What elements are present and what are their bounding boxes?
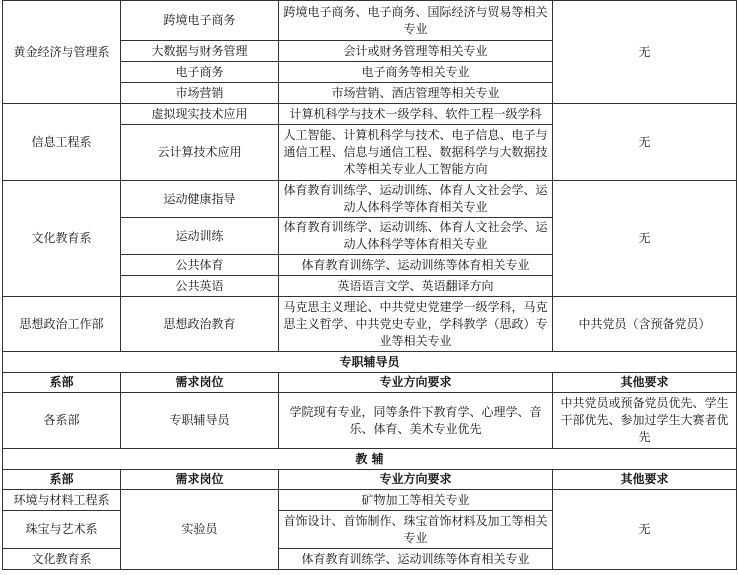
column-header: 需求岗位 bbox=[121, 373, 279, 393]
other-cell: 无 bbox=[553, 181, 737, 297]
post-cell: 大数据与财务管理 bbox=[121, 41, 279, 62]
dept-cell: 各系部 bbox=[3, 393, 121, 449]
column-header: 系部 bbox=[3, 470, 121, 490]
major-cell: 首饰设计、首饰制作、珠宝首饰材料及加工等相关专业 bbox=[279, 511, 553, 549]
major-cell: 体育教育训练学、运动训练、体育人文社会学、运动人体科学等体育相关专业 bbox=[279, 181, 553, 218]
dept-cell: 环境与材料工程系 bbox=[3, 490, 121, 511]
post-cell: 思想政治教育 bbox=[121, 297, 279, 352]
dept-cell: 黄金经济与管理系 bbox=[3, 1, 121, 104]
post-cell: 跨境电子商务 bbox=[121, 1, 279, 41]
major-cell: 体育教育训练学、运动训练等体育相关专业 bbox=[279, 549, 553, 570]
table-row bbox=[3, 393, 737, 449]
section-title: 专职辅导员 bbox=[3, 352, 737, 373]
other-cell: 无 bbox=[553, 104, 737, 181]
recruitment-table-page bbox=[2, 0, 736, 575]
other-cell: 中共党员（含预备党员） bbox=[553, 297, 737, 352]
post-cell: 电子商务 bbox=[121, 62, 279, 83]
other-cell: 无 bbox=[553, 1, 737, 104]
major-cell: 马克思主义理论、中共党史党建学一级学科，马克思主义哲学、中共党史专业，学科教学（思政）专业等相关专业 bbox=[279, 297, 553, 352]
table-row bbox=[3, 104, 737, 125]
post-cell: 运动训练 bbox=[121, 218, 279, 255]
section-title-row bbox=[3, 449, 737, 470]
major-cell: 体育教育训练学、运动训练等体育相关专业 bbox=[279, 255, 553, 276]
table-row bbox=[3, 1, 737, 41]
column-header: 其他要求 bbox=[553, 470, 737, 490]
table-row bbox=[3, 297, 737, 352]
header-row bbox=[3, 373, 737, 393]
other-cell: 无 bbox=[553, 490, 737, 570]
major-cell: 电子商务等相关专业 bbox=[279, 62, 553, 83]
section-title: 教 辅 bbox=[3, 449, 737, 470]
column-header: 其他要求 bbox=[553, 373, 737, 393]
major-cell: 矿物加工等相关专业 bbox=[279, 490, 553, 511]
table-row bbox=[3, 181, 737, 218]
dept-cell: 文化教育系 bbox=[3, 549, 121, 570]
major-cell: 人工智能、计算机科学与技术、电子信息、电子与通信工程、信息与通信工程、数据科学与大数据技术等相关专业人工智能方向 bbox=[279, 125, 553, 181]
column-header: 系部 bbox=[3, 373, 121, 393]
recruitment-table bbox=[2, 0, 737, 570]
major-cell: 学院现有专业，同等条件下教育学、心理学、音乐、体育、美术专业优先 bbox=[279, 393, 553, 449]
dept-cell: 文化教育系 bbox=[3, 181, 121, 297]
post-cell: 市场营销 bbox=[121, 83, 279, 104]
major-cell: 计算机科学与技术一级学科、软件工程一级学科 bbox=[279, 104, 553, 125]
post-cell: 运动健康指导 bbox=[121, 181, 279, 218]
column-header: 需求岗位 bbox=[121, 470, 279, 490]
table-row bbox=[3, 490, 737, 511]
post-cell: 公共英语 bbox=[121, 276, 279, 297]
post-cell: 虚拟现实技术应用 bbox=[121, 104, 279, 125]
dept-cell: 信息工程系 bbox=[3, 104, 121, 181]
post-cell: 实验员 bbox=[121, 490, 279, 570]
column-header: 专业方向要求 bbox=[279, 470, 553, 490]
section-title-row bbox=[3, 352, 737, 373]
post-cell: 专职辅导员 bbox=[121, 393, 279, 449]
major-cell: 会计或财务管理等相关专业 bbox=[279, 41, 553, 62]
major-cell: 英语语言文学、英语翻译方向 bbox=[279, 276, 553, 297]
other-cell: 中共党员或预备党员优先、学生干部优先、参加过学生大赛者优先 bbox=[553, 393, 737, 449]
dept-cell: 珠宝与艺术系 bbox=[3, 511, 121, 549]
post-cell: 云计算技术应用 bbox=[121, 125, 279, 181]
dept-cell: 思想政治工作部 bbox=[3, 297, 121, 352]
major-cell: 体育教育训练学、运动训练、体育人文社会学、运动人体科学等体育相关专业 bbox=[279, 218, 553, 255]
major-cell: 跨境电子商务、电子商务、国际经济与贸易等相关专业 bbox=[279, 1, 553, 41]
header-row bbox=[3, 470, 737, 490]
post-cell: 公共体育 bbox=[121, 255, 279, 276]
major-cell: 市场营销、酒店管理等相关专业 bbox=[279, 83, 553, 104]
column-header: 专业方向要求 bbox=[279, 373, 553, 393]
